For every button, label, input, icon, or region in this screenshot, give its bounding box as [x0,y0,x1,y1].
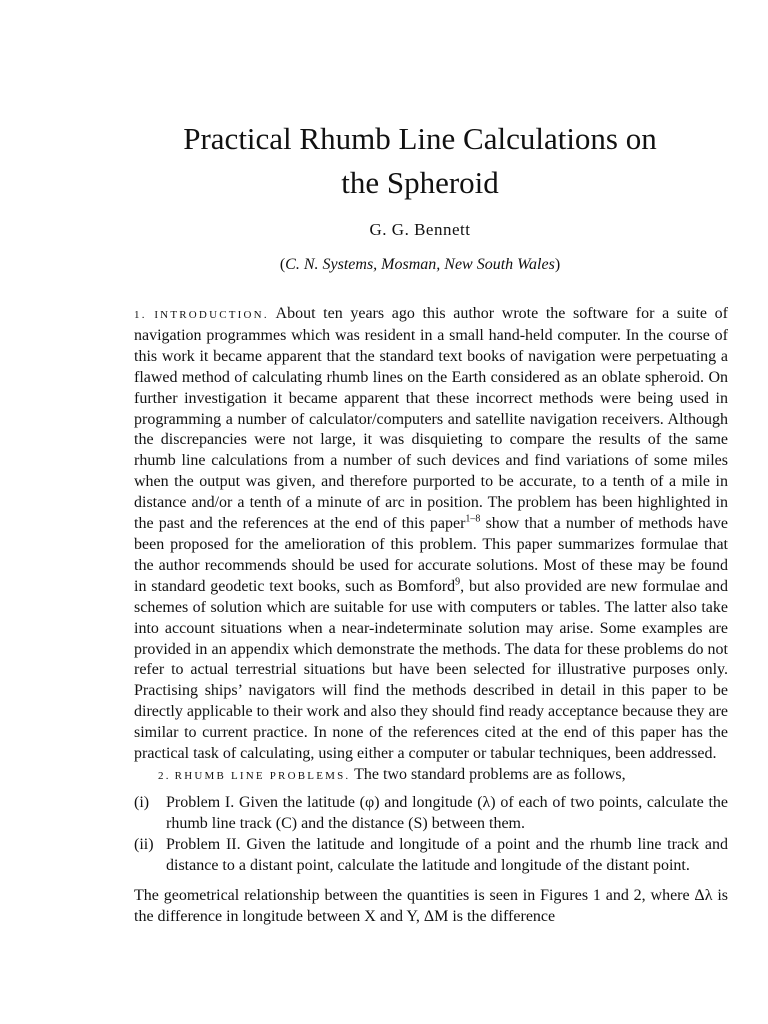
list-item [134,793,728,835]
list-marker: (ii) [134,835,154,853]
section-2-text: The two standard problems are as follows, [350,765,626,783]
list-marker: (i) [134,793,150,811]
closing-paragraph: The geometrical relationship between the quantities is seen in Figures 1 and 2, where Δλ is the difference in longitude between X and Y, ΔM is the difference [134,887,728,926]
intro-text-c: , but also provided are new formulae and schemes of solution which are suitable for use with computers or tables. The latter also take into account situations when a near-indeterminate solution may arise. Some examples are provided in an appendix which demonstrate the methods. The data for these problems do not refer to actual terrestrial situations but have been selected for illustrative purposes only. Practising ships’ navigators will find the methods described in detail in this paper to be directly applicable to their work and also they should find ready acceptance because they are similar to current practice. In none of the references cited at the end of this paper has the practical task of calculating, using either a computer or tabular techniques, been addressed. [134,577,728,763]
author-affiliation [60,256,768,274]
intro-text-b: show that a number of methods have been proposed for the amelioration of this problem. This paper summarizes formulae that the author recommends should be used for accurate solutions. Most of these may be found in standard geodetic text books, such as Bomford [134,515,729,595]
section-2-number: 2. [158,769,171,782]
introduction-paragraph [134,304,728,765]
affiliation-open-paren: ( [279,256,286,273]
author-name: G. G. Bennett [369,220,471,239]
list-item-text: Problem II. Given the latitude and longitude of a point and the rhumb line track and distance to a distant point, calculate the latitude and longitude of the distant point. [166,835,728,874]
affiliation-text: C. N. Systems, Mosman, New South Wales [285,256,555,273]
affiliation-close-paren: ) [554,256,561,273]
title-line-2: the Spheroid [341,165,499,200]
paper-body [134,304,728,928]
list-item-text: Problem I. Given the latitude (φ) and longitude (λ) of each of two points, calculate the rhumb line track (C) and the distance (S) between them. [166,793,728,832]
problem-list [134,793,728,877]
section-1-number: 1. [134,309,147,321]
reference-superscript: 1–8 [465,513,481,525]
title-line-1: Practical Rhumb Line Calculations on [183,121,657,156]
intro-text-a: About ten years ago this author wrote the software for a suite of navigation programmes which was resident in a small hand-held computer. In the course of this work it became apparent that the standard text books of navigation were perpetuating a flawed method of calculating rhumb lines on the Earth considered as an oblate spheroid. On further investigation it became apparent that these incorrect methods were being used in programming a number of calculator/computers and satellite navigation receivers. Although the discrepancies were not large, it was disquieting to compare the results of the same rhumb line calculations from a number of such devices and find variations of some miles when the output was given, and therefore purported to be accurate, to a tenth of a mile in distance and/or a tenth of a minute of arc in position. The problem has been highlighted in the past and the references at the end of this paper [134,305,729,533]
reference-superscript: 9 [455,576,461,588]
paper-title [60,117,768,205]
list-item [134,835,728,877]
section-1-heading: INTRODUCTION. [154,309,269,321]
rhumb-line-problems-paragraph [134,765,728,787]
section-2-heading: RHUMB LINE PROBLEMS. [174,769,351,782]
